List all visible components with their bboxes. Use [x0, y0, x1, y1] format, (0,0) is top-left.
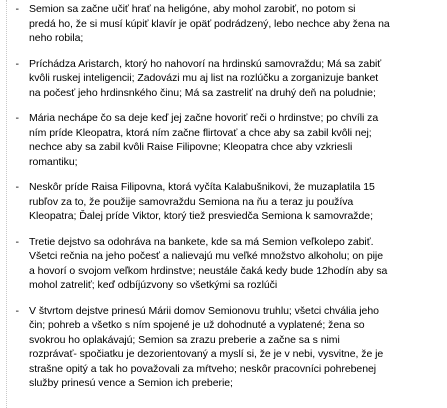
list-item-text[interactable]: Príchádza Aristarch, ktorý ho nahovorí na hrdinskú samovraždu; Má sa zabiť kvôli ruskej inteligencii; Zadovázi mu aj list na rozlúčku a zorganizuje banket na počesť jeho hrdinsnkého činu; Má sa zastreliť na druhý deň na poludnie; — [29, 57, 382, 99]
list-item-text[interactable]: Semion sa začne učiť hrať na heligóne, aby mohol zarobiť, no potom si predá ho, že si musí kúpiť klavír je opäť podrádzený, lebo nechce aby žena na neho robila; — [29, 3, 390, 44]
list-bullet: - — [15, 112, 19, 124]
list-item-text[interactable]: V štvrtom dejstve prinesú Márii domov Semionovu truhlu; všetci chvália jeho čin; pohreb a všetko s ním spojené je už dohodnuté a vyplatené; žena so svokrou ho oplakávajú; Semion sa zrazu preberie a začne sa s nimi rozprávať- spočiatku je dezorientovaný a myslí si, že je v nebi, vysvitne, že je strašne opitý a tak ho považovali za mŕtveho; neskôr pracovníci pohrebenej služby prinesú vence a Semion ich preberie; — [29, 304, 384, 389]
list-item — [0, 180, 447, 224]
list-item-text[interactable]: Neskôr príde Raisa Filipovna, ktorá vyčíta Kalabušnikovi, že muzaplatila 15 rubľov za to, že použije samovraždu Semiona na ňu a teraz ju používa Kleopatra; Ďalej príde Viktor, ktorý tiež presviedča Semiona k samovražde; — [29, 181, 375, 222]
list-bullet: - — [15, 235, 19, 248]
list-bullet: - — [15, 3, 19, 15]
list-bullet: - — [15, 304, 19, 317]
list-item — [0, 235, 447, 293]
list-item-text[interactable]: Tretie dejstvo sa odohráva na bankete, kde sa má Semion veľkolepo zabiť. Všetci rečnia na jeho počesť a nalievajú mu veľké množstvo alkoholu; on pije a hovorí o svojom veľkom hrdinstve; neustále čaká kedy bude 12hodín aby sa mohol zatreliť; keď odbíjúzvony so všetkými sa rozlúči — [29, 235, 388, 291]
list-item-text[interactable]: Mária nechápe čo sa deje keď jej začne hovoriť reči o hrdinstve; po chvíli za ním príde Kleopatra, ktorá ním začne flirtovať a chce aby sa zabil kvôli nej; nechce aby sa zabil kvôli Raise Filipovne; Kleopatra chce aby vzkriesli romantiku; — [29, 112, 379, 168]
list-item — [0, 111, 447, 169]
list-item — [0, 304, 447, 391]
list-bullet: - — [15, 57, 19, 70]
list-item — [0, 2, 447, 46]
list-bullet: - — [15, 181, 19, 193]
list-item — [0, 57, 447, 101]
